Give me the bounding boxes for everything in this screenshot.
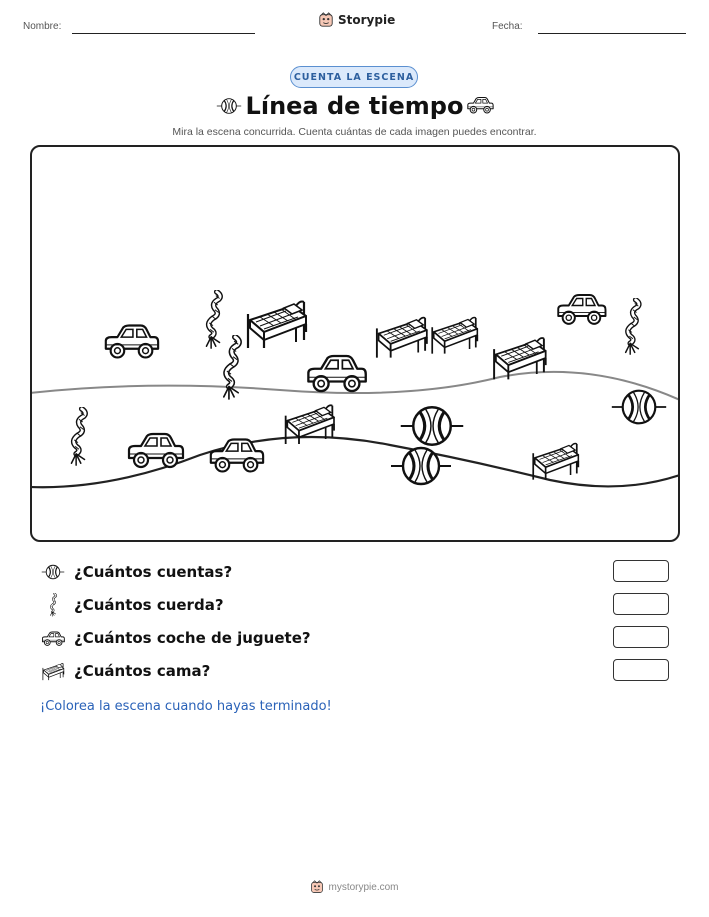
- storypie-logo-icon: [318, 12, 334, 28]
- question-row: [40, 625, 311, 651]
- coloring-note: ¡Colorea la escena cuando hayas terminado!: [40, 699, 332, 714]
- bead-icon: [391, 448, 451, 484]
- name-label: Nombre:: [23, 21, 62, 32]
- date-label: Fecha:: [492, 21, 523, 32]
- rope-icon: [626, 300, 639, 354]
- answer-box[interactable]: [613, 659, 669, 681]
- bead-icon: [401, 407, 464, 445]
- answer-box[interactable]: [613, 593, 669, 615]
- toy-car-icon: [308, 356, 365, 391]
- bed-icon: [40, 662, 66, 681]
- hill-line-front: [30, 437, 680, 487]
- question-text: ¿Cuántos cama?: [74, 662, 211, 680]
- footer: [0, 880, 709, 894]
- toy-car-icon: [129, 434, 183, 467]
- brand-name: Storypie: [338, 13, 396, 27]
- instructions: Mira la escena concurrida. Cuenta cuántas de cada imagen puedes encontrar.: [172, 126, 537, 138]
- brand: [318, 12, 395, 28]
- bed-icon: [533, 444, 578, 480]
- rope-icon: [71, 409, 85, 465]
- question-row: [40, 592, 224, 618]
- bead-icon: [41, 563, 65, 581]
- toy-car-icon: [211, 440, 263, 472]
- rope-icon: [224, 337, 239, 399]
- name-input-line[interactable]: [72, 33, 255, 34]
- bed-icon: [248, 302, 306, 349]
- question-text: ¿Cuántos cuerda?: [74, 596, 224, 614]
- question-text: ¿Cuántos coche de juguete?: [74, 629, 311, 647]
- toy-car-icon: [40, 630, 66, 647]
- question-row: [40, 559, 232, 585]
- question-row: [40, 658, 210, 684]
- toy-car-icon: [558, 295, 605, 324]
- answer-box[interactable]: [613, 560, 669, 582]
- rope-icon: [47, 593, 59, 617]
- toy-car-icon: [465, 95, 495, 115]
- storypie-logo-icon: [310, 880, 324, 894]
- scene-drawing: [30, 145, 680, 542]
- bed-icon: [377, 318, 427, 358]
- bed-icon: [432, 318, 477, 354]
- counting-scene: [30, 145, 680, 542]
- rope-icon: [206, 292, 220, 348]
- date-input-line[interactable]: [538, 33, 686, 34]
- question-text: ¿Cuántos cuentas?: [74, 563, 233, 581]
- bead-icon: [612, 391, 666, 424]
- toy-car-icon: [106, 326, 158, 358]
- page-title: Línea de tiempo: [245, 92, 464, 120]
- answer-box[interactable]: [613, 626, 669, 648]
- activity-badge: CUENTA LA ESCENA: [290, 66, 418, 88]
- footer-url[interactable]: mystorypie.com: [328, 881, 399, 893]
